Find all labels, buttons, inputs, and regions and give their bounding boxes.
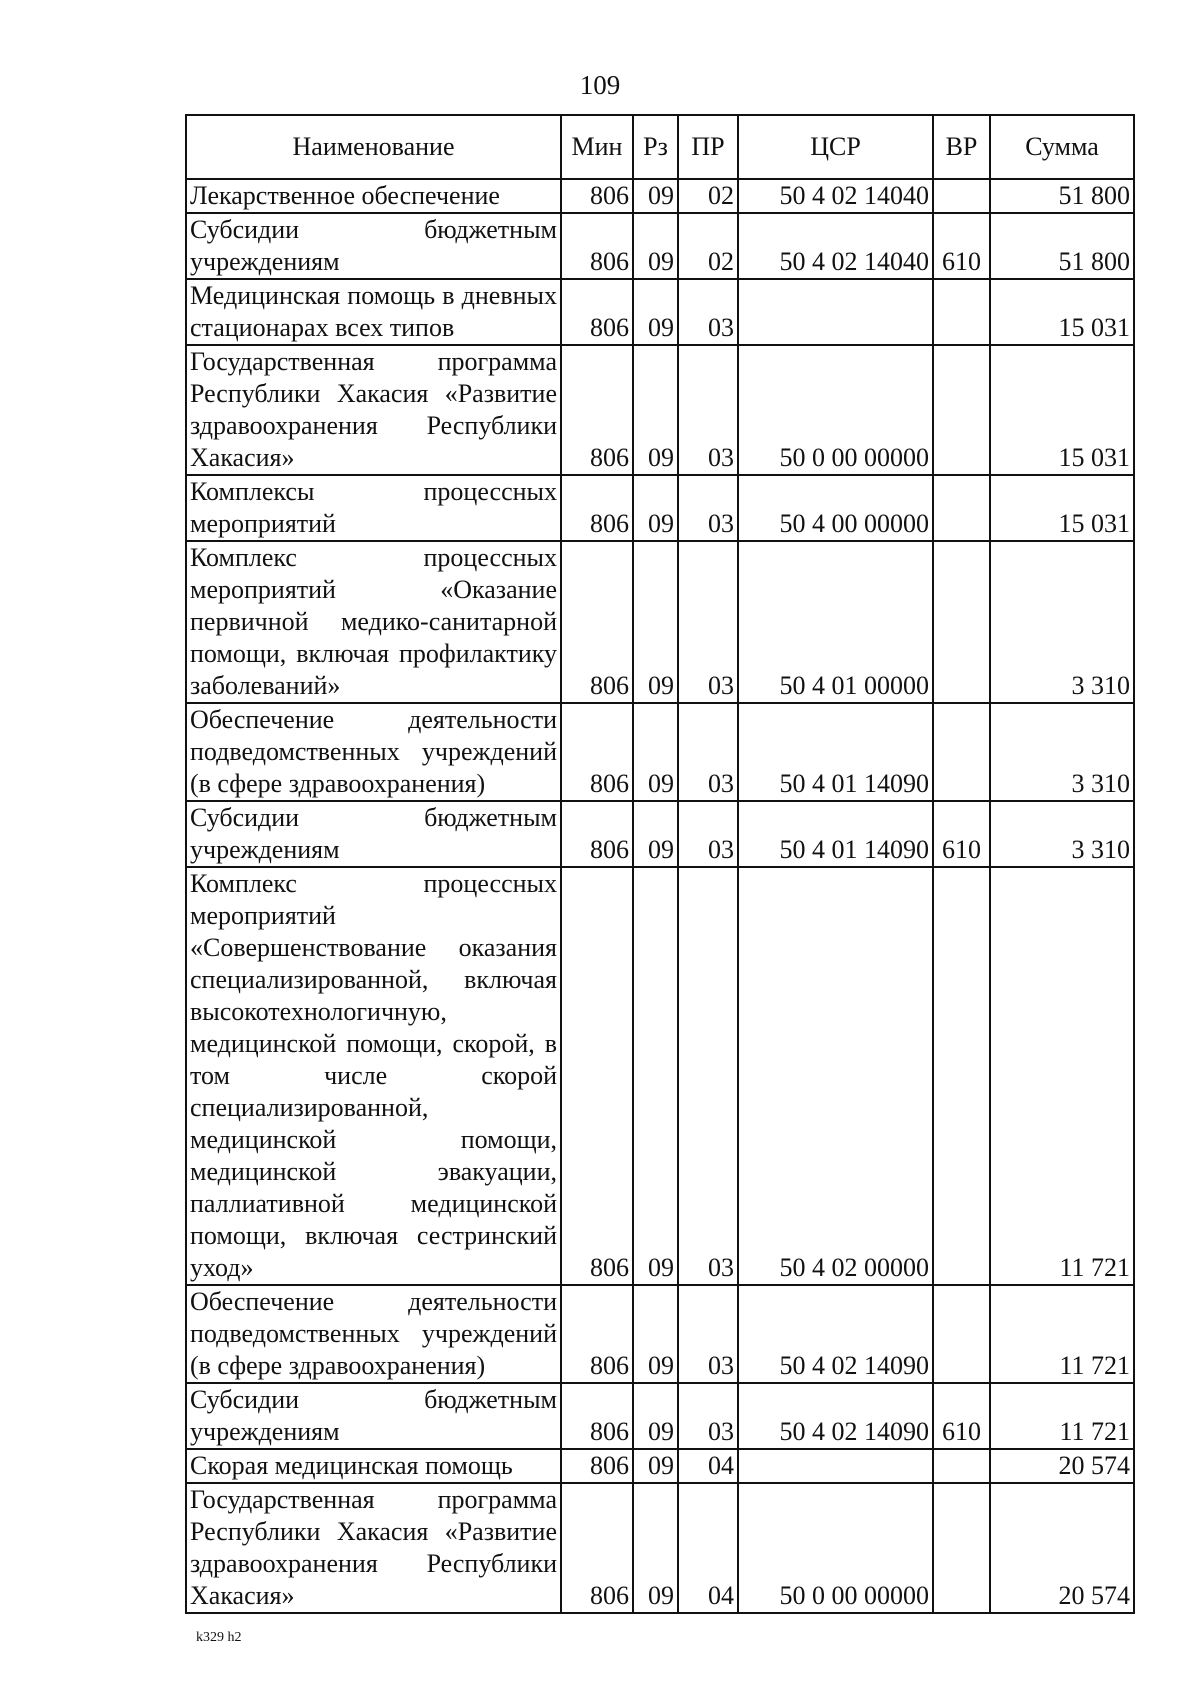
header-rz: Рз [633,115,678,179]
header-sum: Сумма [990,115,1134,179]
cell-rz: 09 [633,213,678,279]
cell-rz: 09 [633,345,678,475]
cell-pr: 03 [678,279,738,345]
cell-sum: 20 574 [990,1483,1134,1613]
cell-vr [933,703,990,801]
header-min: Мин [561,115,633,179]
cell-rz: 09 [633,541,678,703]
cell-rz: 09 [633,1483,678,1613]
table-row [186,1449,1134,1483]
cell-rz: 09 [633,801,678,867]
cell-vr [933,541,990,703]
cell-sum: 11 721 [990,1285,1134,1383]
table-row [186,1483,1134,1613]
cell-vr [933,1285,990,1383]
cell-vr [933,345,990,475]
cell-name: Комплекс процессных мероприятий «Оказание первичной медико-санитарной помощи, включая профилактику заболеваний» [186,541,561,703]
cell-pr: 03 [678,801,738,867]
cell-min: 806 [561,1285,633,1383]
cell-rz: 09 [633,867,678,1285]
cell-min: 806 [561,213,633,279]
cell-name: Обеспечение деятельности подведомственных учреждений (в сфере здравоохранения) [186,1285,561,1383]
cell-name: Комплексы процессных мероприятий [186,475,561,541]
cell-rz: 09 [633,1285,678,1383]
cell-pr: 04 [678,1483,738,1613]
cell-vr [933,1449,990,1483]
cell-sum: 11 721 [990,867,1134,1285]
cell-name: Субсидии бюджетным учреждениям [186,1383,561,1449]
table-row [186,801,1134,867]
cell-rz: 09 [633,1449,678,1483]
cell-pr: 03 [678,703,738,801]
budget-table [185,114,1135,1614]
cell-pr: 04 [678,1449,738,1483]
table-row [186,541,1134,703]
cell-min: 806 [561,1449,633,1483]
cell-vr [933,179,990,213]
cell-name: Комплекс процессных мероприятий «Совершенствование оказания специализированной, включая высокотехнологичную, медицинской помощи, скорой, в том числе скорой специализированной, медицинской помощи, медицинской эвакуации, паллиативной медицинской помощи, включая сестринский уход» [186,867,561,1285]
table-row [186,1285,1134,1383]
header-vr: ВР [933,115,990,179]
cell-sum: 51 800 [990,213,1134,279]
cell-rz: 09 [633,703,678,801]
cell-min: 806 [561,541,633,703]
cell-rz: 09 [633,475,678,541]
cell-csr: 50 0 00 00000 [738,345,933,475]
cell-sum: 15 031 [990,345,1134,475]
cell-csr: 50 0 00 00000 [738,1483,933,1613]
cell-pr: 03 [678,475,738,541]
cell-min: 806 [561,703,633,801]
cell-pr: 03 [678,541,738,703]
cell-min: 806 [561,279,633,345]
table-row [186,279,1134,345]
cell-name: Лекарственное обеспечение [186,179,561,213]
cell-min: 806 [561,801,633,867]
cell-min: 806 [561,179,633,213]
page-number: 109 [579,70,621,100]
cell-sum: 51 800 [990,179,1134,213]
cell-sum: 11 721 [990,1383,1134,1449]
cell-rz: 09 [633,1383,678,1449]
cell-name: Обеспечение деятельности подведомственных учреждений (в сфере здравоохранения) [186,703,561,801]
cell-csr: 50 4 02 00000 [738,867,933,1285]
cell-vr: 610 [933,1383,990,1449]
table-row [186,179,1134,213]
cell-csr: 50 4 00 00000 [738,475,933,541]
cell-pr: 03 [678,867,738,1285]
cell-sum: 3 310 [990,703,1134,801]
cell-pr: 03 [678,1383,738,1449]
cell-rz: 09 [633,279,678,345]
cell-sum: 3 310 [990,801,1134,867]
header-pr: ПР [678,115,738,179]
cell-min: 806 [561,867,633,1285]
header-csr: ЦСР [738,115,933,179]
cell-name: Медицинская помощь в дневных стационарах всех типов [186,279,561,345]
table-row [186,213,1134,279]
table-row [186,703,1134,801]
table-row [186,1383,1134,1449]
cell-pr: 02 [678,179,738,213]
table-row [186,867,1134,1285]
cell-pr: 02 [678,213,738,279]
table-row [186,345,1134,475]
cell-pr: 03 [678,345,738,475]
table-header-row [186,115,1134,179]
cell-csr: 50 4 02 14040 [738,213,933,279]
cell-pr: 03 [678,1285,738,1383]
cell-name: Государственная программа Республики Хакасия «Развитие здравоохранения Республики Хакасия» [186,345,561,475]
cell-name: Субсидии бюджетным учреждениям [186,801,561,867]
cell-csr: 50 4 02 14090 [738,1285,933,1383]
cell-name: Государственная программа Республики Хакасия «Развитие здравоохранения Республики Хакасия» [186,1483,561,1613]
cell-vr: 610 [933,213,990,279]
cell-min: 806 [561,475,633,541]
cell-csr: 50 4 01 14090 [738,703,933,801]
cell-rz: 09 [633,179,678,213]
cell-sum: 20 574 [990,1449,1134,1483]
cell-csr: 50 4 02 14040 [738,179,933,213]
cell-csr [738,279,933,345]
cell-name: Скорая медицинская помощь [186,1449,561,1483]
table-row [186,475,1134,541]
cell-sum: 15 031 [990,475,1134,541]
cell-csr: 50 4 01 14090 [738,801,933,867]
cell-csr: 50 4 02 14090 [738,1383,933,1449]
cell-sum: 3 310 [990,541,1134,703]
cell-min: 806 [561,345,633,475]
cell-min: 806 [561,1383,633,1449]
cell-sum: 15 031 [990,279,1134,345]
cell-vr [933,1483,990,1613]
cell-csr [738,1449,933,1483]
cell-vr [933,867,990,1285]
cell-vr [933,279,990,345]
header-name: Наименование [186,115,561,179]
cell-min: 806 [561,1483,633,1613]
cell-vr [933,475,990,541]
cell-vr: 610 [933,801,990,867]
footer-code: k329 h2 [196,1630,242,1645]
cell-csr: 50 4 01 00000 [738,541,933,703]
cell-name: Субсидии бюджетным учреждениям [186,213,561,279]
